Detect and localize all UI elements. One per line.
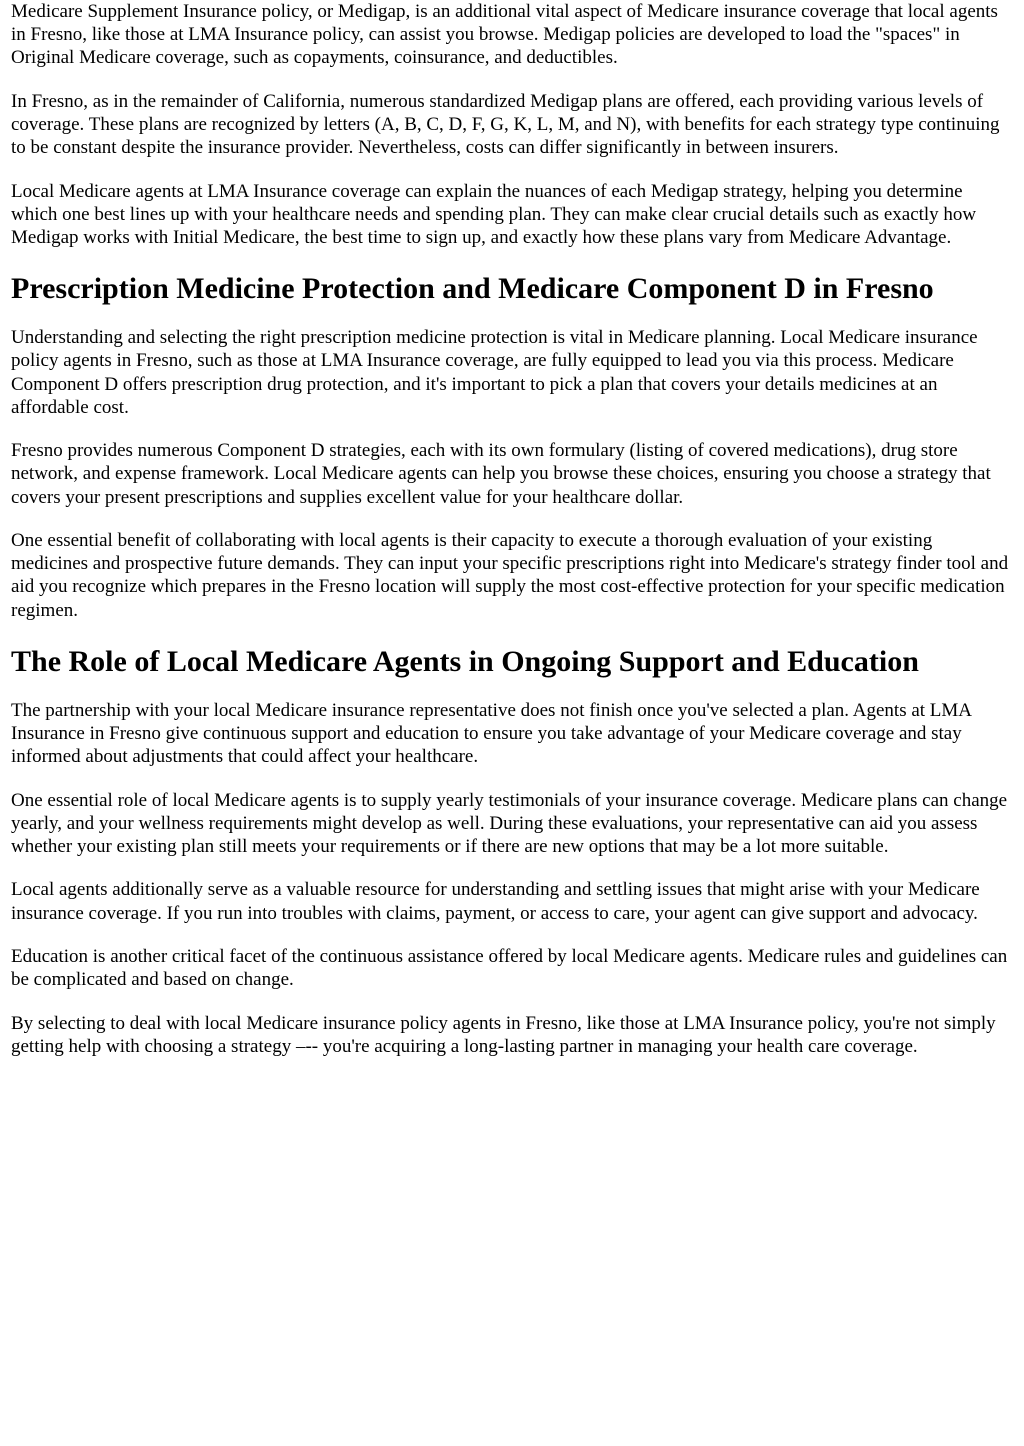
support-paragraph-4: Education is another critical facet of the continuous assistance offered by local Medicare agents. Medicare rules and guidelines can be complicated and based on change. — [11, 946, 1008, 991]
part-d-paragraph-2: Fresno provides numerous Component D strategies, each with its own formulary (listing of covered medications), drug store network, and expense framework. Local Medicare agents can help you browse these choices, ensuring you choose a strategy that covers your present prescriptions and supplies excellent value for your healthcare dollar. — [11, 440, 991, 508]
medigap-paragraph-2: In Fresno, as in the remainder of California, numerous standardized Medigap plans are offered, each providing various levels of coverage. These plans are recognized by letters (A, B, C, D, F, G, K, L, M, and N), with benefits for each strategy type continuing to be constant despite the insurance provider. Nevertheless, costs can differ significantly in between insurers. — [11, 90, 1000, 159]
part-d-heading: Prescription Medicine Protection and Medicare Component D in Fresno — [11, 272, 934, 306]
support-paragraph-2: One essential role of local Medicare agents is to supply yearly testimonials of your insurance coverage. Medicare plans can change yearly, and your wellness requirements might develop as well. During these evaluations, your representative can aid you assess whether your existing plan still meets your requirements or if there are new options that may be a lot more suitable. — [11, 789, 1008, 858]
medigap-paragraph-3: Local Medicare agents at LMA Insurance coverage can explain the nuances of each Medigap strategy, helping you determine which one best lines up with your healthcare needs and spending plan. They can make clear crucial details such as exactly how Medigap works with Initial Medicare, the best time to sign up, and exactly how these plans vary from Medicare Advantage. — [11, 180, 977, 248]
support-paragraph-3: Local agents additionally serve as a valuable resource for understanding and settling issues that might arise with your Medicare insurance coverage. If you run into troubles with claims, payment, or access to care, your agent can give support and advocacy. — [11, 879, 980, 924]
part-d-paragraph-1: Understanding and selecting the right prescription medicine protection is vital in Medicare planning. Local Medicare insurance policy agents in Fresno, such as those at LMA Insurance coverage, are fully equipped to lead you via this process. Medicare Component D offers prescription drug protection, and it's important to pick a plan that covers your details medicines at an affordable cost. — [11, 327, 978, 418]
support-paragraph-5: By selecting to deal with local Medicare insurance policy agents in Fresno, like those at LMA Insurance policy, you're not simply getting help with choosing a strategy –-- you're acquiring a long-lasting partner in managing your health care coverage. — [11, 1012, 996, 1057]
part-d-paragraph-3: One essential benefit of collaborating with local agents is their capacity to execute a thorough evaluation of your existing medicines and prospective future demands. They can input your specific prescriptions right into Medicare's strategy finder tool and aid you recognize which prepares in the Fresno location will supply the most cost-effective protection for your specific medication regimen. — [11, 530, 1009, 621]
support-paragraph-1: The partnership with your local Medicare insurance representative does not finish once you've selected a plan. Agents at LMA Insurance in Fresno give continuous support and education to ensure you take advantage of your Medicare coverage and stay informed about adjustments that could affect your healthcare. — [11, 699, 971, 768]
support-heading: The Role of Local Medicare Agents in Ongoing Support and Education — [11, 644, 919, 678]
medigap-paragraph-1: Medicare Supplement Insurance policy, or Medigap, is an additional vital aspect of Medicare insurance coverage that local agents in Fresno, like those at LMA Insurance policy, can assist you browse. Medigap policies are developed to load the "spaces" in Original Medicare coverage, such as copayments, coinsurance, and deductibles. — [11, 0, 998, 68]
